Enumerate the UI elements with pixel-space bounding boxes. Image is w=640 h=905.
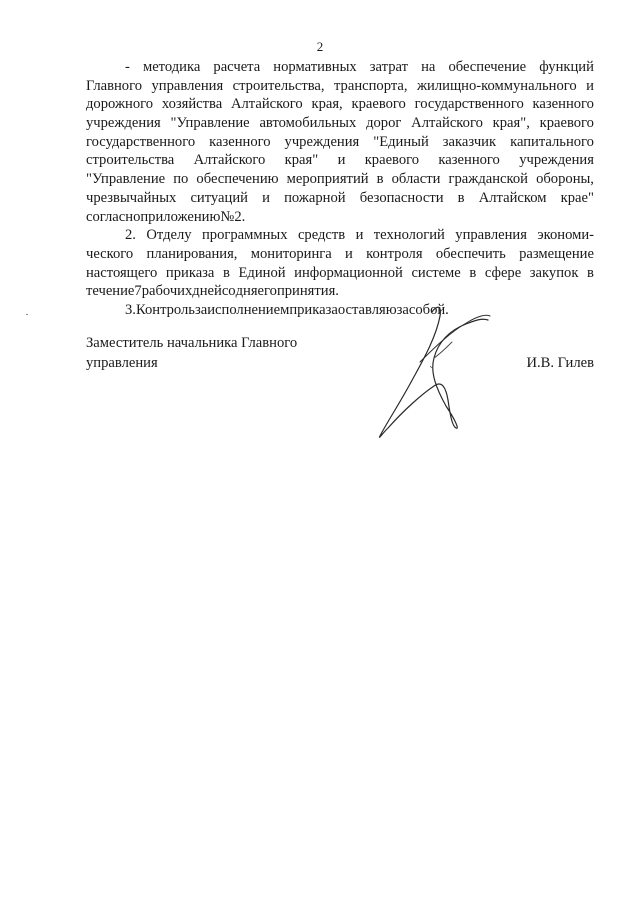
text-word: ситуаций xyxy=(190,189,248,206)
text-line xyxy=(86,189,594,208)
text-word: экономи- xyxy=(537,227,594,244)
signatory-title xyxy=(86,333,297,373)
text-word: краевого xyxy=(351,96,406,113)
text-word: обеспечить xyxy=(435,245,506,262)
text-word: обеспечению xyxy=(196,171,279,188)
text-word: - xyxy=(125,59,130,75)
text-word: краевого xyxy=(539,115,594,132)
text-word: дорог xyxy=(366,115,402,132)
text-word: капитального xyxy=(510,133,594,150)
text-word: Контроль xyxy=(135,301,195,318)
text-word: дня xyxy=(235,283,258,300)
text-word: программных xyxy=(201,227,288,244)
text-word: хозяйства xyxy=(161,96,223,113)
text-word: мониторинга xyxy=(250,245,332,262)
text-word: в xyxy=(376,171,384,188)
text-word: Единой xyxy=(238,264,286,281)
text-word: течение xyxy=(86,283,135,300)
text-word: безопасности xyxy=(359,189,444,206)
text-word: обороны, xyxy=(536,171,594,188)
text-word: собой. xyxy=(408,301,449,318)
text-line xyxy=(86,301,594,320)
scan-speck xyxy=(26,314,28,315)
text-word: контроля xyxy=(366,245,423,262)
text-word: Алтайском xyxy=(478,189,547,206)
text-line xyxy=(86,114,594,133)
text-word: пожарной xyxy=(284,189,346,206)
text-word: в xyxy=(223,264,230,281)
signatory-title-line-1: Заместитель начальника Главного xyxy=(86,335,298,351)
text-word: "Управление xyxy=(86,171,166,188)
text-word: и xyxy=(345,245,353,262)
text-word: приказа xyxy=(289,301,338,318)
text-word: строительства, xyxy=(232,77,325,94)
text-word: дорожного xyxy=(86,96,154,113)
text-word: оставляю xyxy=(337,301,397,318)
text-word: за xyxy=(396,301,409,318)
text-word: функций xyxy=(539,59,594,75)
text-line xyxy=(86,133,594,152)
text-word: государственного xyxy=(86,133,196,150)
text-word: его xyxy=(257,283,277,300)
signatory-name: И.В. Гилев xyxy=(526,355,594,371)
text-word: казенного xyxy=(209,133,271,150)
text-word: чрезвычайных xyxy=(86,189,177,206)
text-word: системе xyxy=(411,264,461,281)
text-line xyxy=(86,245,594,264)
text-word: 2. xyxy=(234,208,246,225)
text-word: исполнением xyxy=(207,301,290,318)
text-word: Алтайского xyxy=(193,152,266,169)
text-word: транспорта, xyxy=(333,77,408,94)
text-line xyxy=(86,170,594,189)
text-word: учреждения xyxy=(86,115,161,132)
text-word: и xyxy=(586,77,594,94)
text-word: казенного xyxy=(532,96,594,113)
text-word: закупок xyxy=(529,264,579,281)
text-word: дней xyxy=(192,283,222,300)
text-word: области xyxy=(391,171,441,188)
text-word: сфере xyxy=(484,264,522,281)
text-word: ческого xyxy=(86,245,134,262)
text-word: 2. xyxy=(125,227,136,244)
text-word: за xyxy=(194,301,208,318)
text-word: заказчик xyxy=(442,133,497,150)
text-word: управления xyxy=(151,77,224,94)
signature-block xyxy=(86,333,594,443)
text-word: согласно xyxy=(86,208,141,225)
text-word: информационной xyxy=(294,264,403,281)
text-word: № xyxy=(220,208,235,225)
text-word: средств xyxy=(297,227,346,244)
text-word: размещение xyxy=(519,245,594,262)
text-word: планирования, xyxy=(146,245,238,262)
text-word: и xyxy=(337,152,346,169)
text-word: и xyxy=(262,189,270,206)
text-line xyxy=(86,77,594,96)
text-line xyxy=(86,95,594,114)
page-number: 2 xyxy=(316,39,324,54)
text-word: строительства xyxy=(86,152,175,169)
text-word: приказа xyxy=(165,264,215,281)
text-line xyxy=(86,264,594,283)
text-word: и xyxy=(355,227,364,244)
text-word: 3. xyxy=(125,301,136,318)
text-word: настоящего xyxy=(86,264,158,281)
text-word: принятия. xyxy=(276,283,339,300)
text-word: учреждения xyxy=(284,133,360,150)
text-word: управления xyxy=(455,227,527,244)
text-word: обеспечение xyxy=(448,59,527,75)
text-line xyxy=(86,208,594,227)
text-line xyxy=(86,282,594,301)
text-word: Главного xyxy=(86,77,143,94)
text-word: методика xyxy=(142,59,201,75)
signatory-title-line-2: управления xyxy=(86,355,158,371)
text-word: государственного xyxy=(414,96,524,113)
text-word: технологий xyxy=(373,227,445,244)
text-word: мероприятий xyxy=(286,171,369,188)
text-word: казенного xyxy=(438,152,500,169)
text-word: края, xyxy=(311,96,343,113)
text-word: по xyxy=(173,171,189,188)
text-word: крае" xyxy=(560,189,594,206)
text-word: "Управление xyxy=(170,115,250,132)
text-word: рабочих xyxy=(141,283,193,300)
text-word: в xyxy=(587,264,594,281)
document-body xyxy=(86,58,594,320)
text-word: расчета xyxy=(213,59,261,75)
text-word: "Единый xyxy=(373,133,429,150)
text-word: со xyxy=(221,283,236,300)
text-word: на xyxy=(421,59,436,75)
text-word: Алтайского xyxy=(230,96,303,113)
text-word: учреждения xyxy=(519,152,594,169)
text-word: Отделу xyxy=(146,227,192,244)
text-word: Алтайского xyxy=(411,115,483,132)
text-line xyxy=(86,58,594,77)
text-word: затрат xyxy=(369,59,408,75)
text-word: края" xyxy=(284,152,319,169)
text-word: жилищно-коммунального xyxy=(416,77,577,94)
text-line xyxy=(86,226,594,245)
text-word: гражданской xyxy=(448,171,528,188)
text-word: 7 xyxy=(134,283,142,300)
text-word: нормативных xyxy=(273,59,357,75)
text-word: краевого xyxy=(364,152,420,169)
text-word: автомобильных xyxy=(259,115,357,132)
text-word: в xyxy=(469,264,477,281)
text-line xyxy=(86,151,594,170)
text-word: в xyxy=(457,189,465,206)
text-word: края", xyxy=(492,115,530,132)
text-word: приложению xyxy=(140,208,221,225)
